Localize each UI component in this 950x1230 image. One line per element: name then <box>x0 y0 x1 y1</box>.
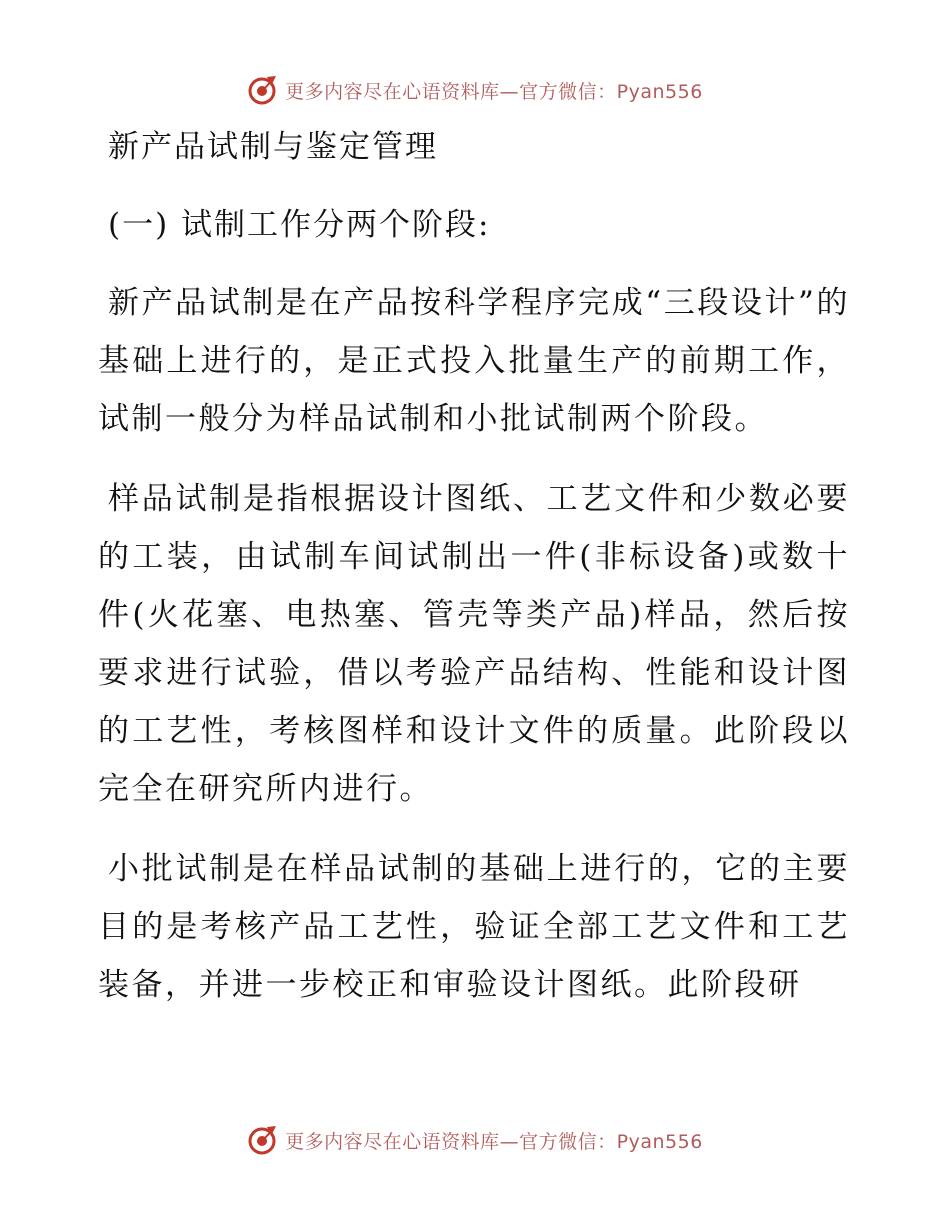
header-banner-text: 更多内容尽在心语资料库—官方微信：Pyan556 <box>285 80 703 103</box>
document-title: 新产品试制与鉴定管理 <box>108 129 438 165</box>
quill-pen-logo-icon <box>247 74 279 106</box>
section-heading: (一) 试制工作分两个阶段: <box>108 207 491 243</box>
paragraph-2: 样品试制是指根据设计图纸、工艺文件和少数必要的工装，由试制车间试制出一件(非标设备)或数十件(火花塞、电热塞、管壳等类产品)样品，然后按要求进行试验，借以考验产品结构、性能和设计图的工艺性，考核图样和设计文件的质量。此阶段以完全在研究所内进行。 <box>98 481 850 807</box>
footer-banner <box>0 1120 950 1160</box>
quill-pen-logo-icon <box>247 1124 279 1156</box>
footer-banner-text: 更多内容尽在心语资料库—官方微信：Pyan556 <box>285 1130 703 1153</box>
paragraph-1: 新产品试制是在产品按科学程序完成“三段设计”的基础上进行的，是正式投入批量生产的前期工作，试制一般分为样品试制和小批试制两个阶段。 <box>98 285 850 437</box>
document-body <box>98 118 850 1036</box>
header-banner <box>0 70 950 110</box>
paragraph-3: 小批试制是在样品试制的基础上进行的，它的主要目的是考核产品工艺性，验证全部工艺文件和工艺装备，并进一步校正和审验设计图纸。此阶段研 <box>98 851 850 1003</box>
